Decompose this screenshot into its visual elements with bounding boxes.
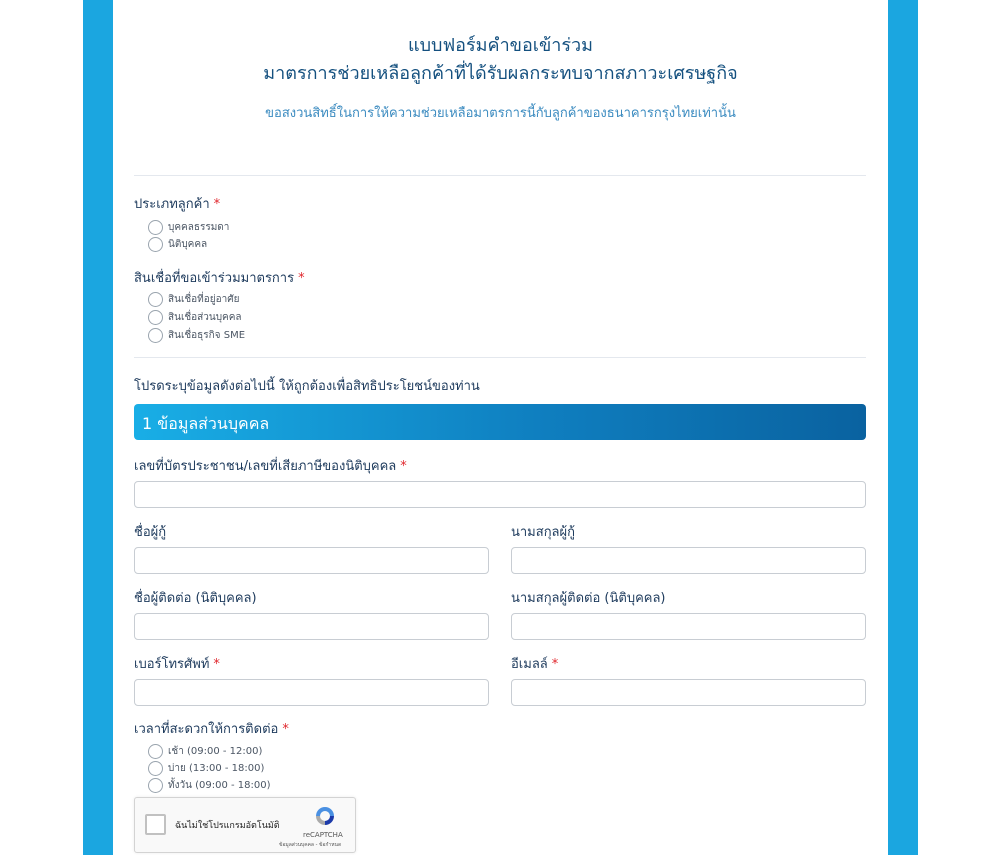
email-label: อีเมลล์ *	[511, 657, 559, 672]
form-title-line1: แบบฟอร์มคำขอเข้าร่วม	[407, 35, 593, 56]
customer-type-option-individual[interactable]: บุคคลธรรมดา	[148, 219, 229, 235]
loan-type-option-sme[interactable]: สินเชื่อธุรกิจ SME	[148, 327, 245, 343]
required-mark: *	[400, 459, 407, 474]
phone-label: เบอร์โทรศัพท์ *	[134, 657, 220, 672]
recaptcha-checkbox[interactable]	[145, 814, 166, 835]
contact-time-label: เวลาที่สะดวกให้การติดต่อ *	[134, 722, 289, 737]
form-subtitle: ขอสงวนสิทธิ์ในการให้ความช่วยเหลือมาตรการนี้กับลูกค้าของธนาคารกรุงไทยเท่านั้น	[265, 106, 736, 121]
left-accent-bar	[83, 0, 113, 855]
first-name-label: ชื่อผู้กู้	[134, 525, 167, 540]
loan-type-label: สินเชื่อที่ขอเข้าร่วมมาตรการ *	[134, 271, 305, 286]
right-accent-bar	[888, 0, 918, 855]
divider	[134, 357, 866, 358]
last-name-label: นามสกุลผู้กู้	[511, 525, 576, 540]
customer-type-option-juristic[interactable]: นิติบุคคล	[148, 236, 207, 252]
required-mark: *	[213, 657, 220, 672]
contact-first-name-input[interactable]	[134, 613, 489, 640]
recaptcha-brand: reCAPTCHA	[303, 831, 343, 839]
loan-type-option-housing[interactable]: สินเชื่อที่อยู่อาศัย	[148, 291, 239, 307]
radio-button[interactable]	[148, 744, 163, 759]
contact-first-name-label: ชื่อผู้ติดต่อ (นิติบุคคล)	[134, 591, 257, 606]
recaptcha-links[interactable]: ข้อมูลส่วนบุคคล - ข้อกำหนด	[279, 842, 342, 848]
required-mark: *	[213, 197, 221, 212]
form-title-line2: มาตรการช่วยเหลือลูกค้าที่ได้รับผลกระทบจากสภาวะเศรษฐกิจ	[263, 63, 738, 84]
required-mark: *	[298, 271, 305, 286]
required-mark: *	[282, 722, 289, 737]
section-title: 1 ข้อมูลส่วนบุคคล	[142, 414, 270, 433]
radio-button[interactable]	[148, 778, 163, 793]
first-name-input[interactable]	[134, 547, 489, 574]
contact-time-option-afternoon[interactable]: บ่าย (13:00 - 18:00)	[148, 760, 264, 776]
contact-time-option-morning[interactable]: เช้า (09:00 - 12:00)	[148, 743, 262, 759]
radio-button[interactable]	[148, 310, 163, 325]
email-input[interactable]	[511, 679, 866, 706]
customer-type-label: ประเภทลูกค้า *	[134, 197, 221, 212]
contact-last-name-label: นามสกุลผู้ติดต่อ (นิติบุคคล)	[511, 591, 666, 606]
recaptcha-widget	[134, 797, 356, 853]
radio-button[interactable]	[148, 761, 163, 776]
contact-last-name-input[interactable]	[511, 613, 866, 640]
last-name-input[interactable]	[511, 547, 866, 574]
id-number-input[interactable]	[134, 481, 866, 508]
request-form	[113, 0, 888, 855]
recaptcha-label: ฉันไม่ใช่โปรแกรมอัตโนมัติ	[175, 821, 280, 831]
divider	[134, 175, 866, 176]
phone-input[interactable]	[134, 679, 489, 706]
radio-button[interactable]	[148, 237, 163, 252]
recaptcha-logo-icon	[313, 804, 337, 828]
id-number-label: เลขที่บัตรประชาชน/เลขที่เสียภาษีของนิติบุคคล *	[134, 459, 407, 474]
radio-button[interactable]	[148, 328, 163, 343]
radio-button[interactable]	[148, 292, 163, 307]
section-header-personal-info	[134, 404, 866, 440]
loan-type-option-personal[interactable]: สินเชื่อส่วนบุคคล	[148, 309, 242, 325]
contact-time-option-all-day[interactable]: ทั้งวัน (09:00 - 18:00)	[148, 777, 271, 793]
radio-button[interactable]	[148, 220, 163, 235]
required-mark: *	[551, 657, 559, 672]
instruction-text: โปรดระบุข้อมูลดังต่อไปนี้ ให้ถูกต้องเพื่อสิทธิประโยชน์ของท่าน	[134, 379, 480, 394]
